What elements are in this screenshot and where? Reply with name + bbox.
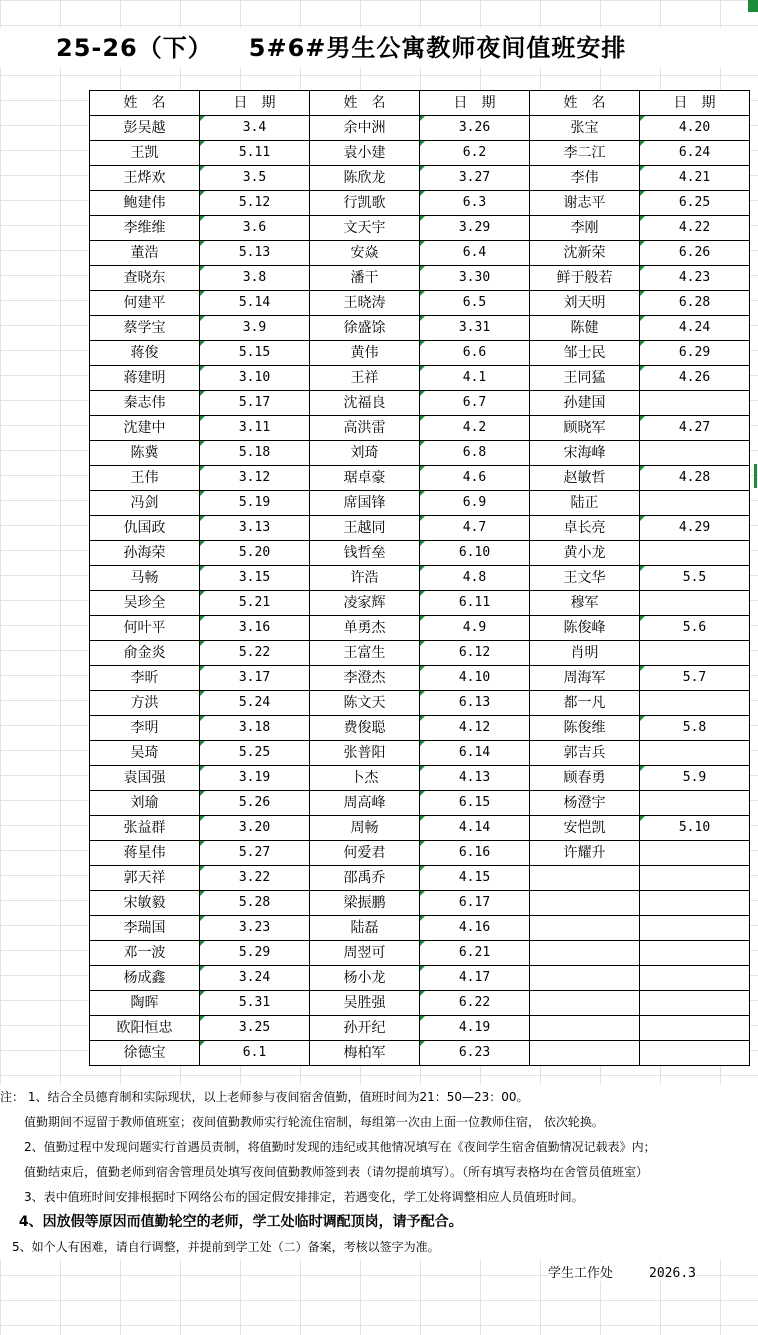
date-cell[interactable]: 3.15 [200, 566, 310, 591]
name-cell[interactable]: 王越同 [310, 516, 420, 541]
name-cell[interactable]: 王祥 [310, 366, 420, 391]
date-cell[interactable] [640, 841, 750, 866]
note-line-emphasis: 4、因放假等原因而值勤轮空的老师，学工处临时调配顶岗，请予配合。 [0, 1214, 463, 1230]
date-cell[interactable]: 6.7 [420, 391, 530, 416]
date-cell[interactable]: 5.15 [200, 341, 310, 366]
table-row [90, 441, 750, 466]
name-cell[interactable] [530, 916, 640, 941]
name-cell[interactable]: 孙开纪 [310, 1016, 420, 1041]
table-row [90, 316, 750, 341]
date-cell[interactable]: 5.22 [200, 641, 310, 666]
date-cell[interactable]: 6.23 [420, 1041, 530, 1066]
table-row [90, 1041, 750, 1066]
date-cell[interactable]: 6.25 [640, 191, 750, 216]
name-cell[interactable]: 仇国政 [90, 516, 200, 541]
date-cell[interactable]: 4.19 [420, 1016, 530, 1041]
name-cell[interactable]: 张宝 [530, 116, 640, 141]
name-cell[interactable]: 欧阳恒忠 [90, 1016, 200, 1041]
name-cell[interactable]: 顾晓军 [530, 416, 640, 441]
header-name[interactable]: 姓 名 [310, 91, 420, 116]
date-cell[interactable]: 4.10 [420, 666, 530, 691]
table-row [90, 341, 750, 366]
name-cell[interactable]: 赵敏哲 [530, 466, 640, 491]
name-cell[interactable]: 董浩 [90, 241, 200, 266]
date-cell[interactable]: 5.26 [200, 791, 310, 816]
date-cell[interactable]: 4.22 [640, 216, 750, 241]
name-cell[interactable]: 邵禹乔 [310, 866, 420, 891]
name-cell[interactable]: 高洪雷 [310, 416, 420, 441]
duty-table [89, 90, 750, 1066]
date-cell[interactable]: 5.18 [200, 441, 310, 466]
header-date[interactable]: 日 期 [420, 91, 530, 116]
table-row [90, 716, 750, 741]
date-cell[interactable]: 4.24 [640, 316, 750, 341]
table-row [90, 991, 750, 1016]
date-cell[interactable] [640, 541, 750, 566]
name-cell[interactable]: 陆正 [530, 491, 640, 516]
note-line: 3、表中值班时间安排根据时下网络公布的国定假安排排定，若遇变化，学工处将调整相应人员值班时间。 [0, 1190, 584, 1204]
date-cell[interactable]: 3.19 [200, 766, 310, 791]
date-cell[interactable]: 4.29 [640, 516, 750, 541]
date-cell[interactable]: 5.14 [200, 291, 310, 316]
name-cell[interactable]: 吴琦 [90, 741, 200, 766]
date-cell[interactable] [640, 866, 750, 891]
date-cell[interactable]: 5.8 [640, 716, 750, 741]
date-cell[interactable]: 6.16 [420, 841, 530, 866]
date-cell[interactable]: 6.8 [420, 441, 530, 466]
date-cell[interactable]: 3.11 [200, 416, 310, 441]
table-row [90, 766, 750, 791]
date-cell[interactable] [640, 741, 750, 766]
table-row [90, 941, 750, 966]
date-cell[interactable]: 6.4 [420, 241, 530, 266]
date-cell[interactable] [640, 591, 750, 616]
name-cell[interactable]: 陈欣龙 [310, 166, 420, 191]
date-cell[interactable]: 3.8 [200, 266, 310, 291]
date-cell[interactable]: 6.2 [420, 141, 530, 166]
table-row [90, 641, 750, 666]
name-cell[interactable]: 吴胜强 [310, 991, 420, 1016]
name-cell[interactable]: 李澄杰 [310, 666, 420, 691]
table-row [90, 266, 750, 291]
date-cell[interactable]: 4.13 [420, 766, 530, 791]
date-cell[interactable]: 4.28 [640, 466, 750, 491]
date-cell[interactable]: 6.29 [640, 341, 750, 366]
table-row [90, 191, 750, 216]
date-cell[interactable]: 6.1 [200, 1041, 310, 1066]
name-cell[interactable]: 穆军 [530, 591, 640, 616]
name-cell[interactable]: 李瑞国 [90, 916, 200, 941]
name-cell[interactable]: 冯剑 [90, 491, 200, 516]
name-cell[interactable]: 顾春勇 [530, 766, 640, 791]
name-cell[interactable]: 何建平 [90, 291, 200, 316]
name-cell[interactable]: 何爱君 [310, 841, 420, 866]
date-cell[interactable]: 4.23 [640, 266, 750, 291]
name-cell[interactable]: 卓长亮 [530, 516, 640, 541]
table-row [90, 616, 750, 641]
date-cell[interactable]: 5.27 [200, 841, 310, 866]
name-cell[interactable]: 宋海峰 [530, 441, 640, 466]
date-cell[interactable] [640, 966, 750, 991]
title-term: 25-26（下） [56, 34, 213, 62]
table-row [90, 216, 750, 241]
name-cell[interactable]: 郭吉兵 [530, 741, 640, 766]
name-cell[interactable]: 张益群 [90, 816, 200, 841]
name-cell[interactable]: 郭天祥 [90, 866, 200, 891]
table-row [90, 791, 750, 816]
corner-marker [748, 0, 758, 12]
name-cell[interactable]: 陶晖 [90, 991, 200, 1016]
name-cell[interactable]: 黄伟 [310, 341, 420, 366]
table-row [90, 891, 750, 916]
name-cell[interactable]: 杨成鑫 [90, 966, 200, 991]
table-row [90, 116, 750, 141]
date-cell[interactable]: 3.13 [200, 516, 310, 541]
table-row [90, 866, 750, 891]
table-row [90, 666, 750, 691]
name-cell[interactable]: 文天宇 [310, 216, 420, 241]
table-row [90, 741, 750, 766]
date-cell[interactable]: 6.5 [420, 291, 530, 316]
date-cell[interactable] [640, 791, 750, 816]
date-cell[interactable]: 5.25 [200, 741, 310, 766]
date-cell[interactable]: 5.12 [200, 191, 310, 216]
name-cell[interactable]: 王富生 [310, 641, 420, 666]
date-cell[interactable]: 4.20 [640, 116, 750, 141]
date-cell[interactable] [640, 1041, 750, 1066]
date-cell[interactable]: 5.19 [200, 491, 310, 516]
name-cell[interactable]: 方洪 [90, 691, 200, 716]
table-row [90, 241, 750, 266]
date-cell[interactable]: 4.1 [420, 366, 530, 391]
name-cell[interactable]: 鲍建伟 [90, 191, 200, 216]
name-cell[interactable]: 许耀升 [530, 841, 640, 866]
header-name[interactable]: 姓 名 [90, 91, 200, 116]
table-row [90, 841, 750, 866]
date-cell[interactable]: 3.10 [200, 366, 310, 391]
name-cell[interactable] [530, 941, 640, 966]
name-cell[interactable]: 彭吴越 [90, 116, 200, 141]
name-cell[interactable] [530, 966, 640, 991]
date-cell[interactable] [640, 916, 750, 941]
date-cell[interactable]: 3.25 [200, 1016, 310, 1041]
date-cell[interactable]: 6.9 [420, 491, 530, 516]
date-cell[interactable]: 3.30 [420, 266, 530, 291]
name-cell[interactable] [530, 1041, 640, 1066]
table-row [90, 691, 750, 716]
name-cell[interactable]: 李昕 [90, 666, 200, 691]
notes-section [0, 1085, 758, 1260]
name-cell[interactable]: 陆磊 [310, 916, 420, 941]
date-cell[interactable]: 3.26 [420, 116, 530, 141]
date-cell[interactable]: 6.12 [420, 641, 530, 666]
date-cell[interactable]: 5.20 [200, 541, 310, 566]
date-cell[interactable]: 4.26 [640, 366, 750, 391]
table-row [90, 466, 750, 491]
date-cell[interactable]: 4.7 [420, 516, 530, 541]
name-cell[interactable]: 琚卓豪 [310, 466, 420, 491]
note-line: 值勤结束后，值勤老师到宿舍管理员处填写夜间值勤教师签到表（请勿提前填写）。（所有填写表格均在舍管员值班室） [0, 1165, 649, 1179]
name-cell[interactable]: 王烨欢 [90, 166, 200, 191]
name-cell[interactable]: 李明 [90, 716, 200, 741]
name-cell[interactable]: 蒋建明 [90, 366, 200, 391]
selection-marker [754, 464, 757, 488]
name-cell[interactable] [530, 991, 640, 1016]
name-cell[interactable]: 秦志伟 [90, 391, 200, 416]
date-cell[interactable]: 3.6 [200, 216, 310, 241]
date-cell[interactable]: 3.22 [200, 866, 310, 891]
name-cell[interactable]: 蒋俊 [90, 341, 200, 366]
name-cell[interactable]: 王文华 [530, 566, 640, 591]
date-cell[interactable]: 3.27 [420, 166, 530, 191]
name-cell[interactable]: 徐德宝 [90, 1041, 200, 1066]
name-cell[interactable] [530, 1016, 640, 1041]
name-cell[interactable]: 王凯 [90, 141, 200, 166]
name-cell[interactable]: 李二江 [530, 141, 640, 166]
date-cell[interactable]: 6.3 [420, 191, 530, 216]
date-cell[interactable]: 4.21 [640, 166, 750, 191]
date-cell[interactable]: 4.15 [420, 866, 530, 891]
date-cell[interactable]: 3.5 [200, 166, 310, 191]
table-row [90, 566, 750, 591]
date-cell[interactable]: 4.16 [420, 916, 530, 941]
date-cell[interactable]: 6.24 [640, 141, 750, 166]
date-cell[interactable]: 3.24 [200, 966, 310, 991]
name-cell[interactable]: 李伟 [530, 166, 640, 191]
table-row [90, 491, 750, 516]
date-cell[interactable]: 3.9 [200, 316, 310, 341]
name-cell[interactable]: 徐盛馀 [310, 316, 420, 341]
name-cell[interactable]: 袁小建 [310, 141, 420, 166]
name-cell[interactable]: 吴珍全 [90, 591, 200, 616]
name-cell[interactable]: 余中洲 [310, 116, 420, 141]
date-cell[interactable]: 3.17 [200, 666, 310, 691]
name-cell[interactable]: 沈新荣 [530, 241, 640, 266]
name-cell[interactable]: 孙建国 [530, 391, 640, 416]
date-cell[interactable]: 4.12 [420, 716, 530, 741]
name-cell[interactable]: 陈文天 [310, 691, 420, 716]
name-cell[interactable]: 周翌可 [310, 941, 420, 966]
name-cell[interactable]: 邹士民 [530, 341, 640, 366]
name-cell[interactable]: 蒋星伟 [90, 841, 200, 866]
date-cell[interactable] [640, 1016, 750, 1041]
name-cell[interactable]: 潘干 [310, 266, 420, 291]
name-cell[interactable]: 何叶平 [90, 616, 200, 641]
date-cell[interactable]: 6.22 [420, 991, 530, 1016]
name-cell[interactable]: 李维维 [90, 216, 200, 241]
name-cell[interactable] [530, 866, 640, 891]
name-cell[interactable]: 周海军 [530, 666, 640, 691]
name-cell[interactable]: 单勇杰 [310, 616, 420, 641]
name-cell[interactable]: 费俊聪 [310, 716, 420, 741]
date-cell[interactable]: 3.4 [200, 116, 310, 141]
table-row [90, 416, 750, 441]
table-row [90, 541, 750, 566]
table-row [90, 141, 750, 166]
name-cell[interactable]: 黄小龙 [530, 541, 640, 566]
name-cell[interactable] [530, 891, 640, 916]
name-cell[interactable]: 梁振鹏 [310, 891, 420, 916]
date-cell[interactable] [640, 441, 750, 466]
name-cell[interactable]: 王同猛 [530, 366, 640, 391]
name-cell[interactable]: 邓一波 [90, 941, 200, 966]
name-cell[interactable]: 陈冀 [90, 441, 200, 466]
title-main: 5#6#男生公寓教师夜间值班安排 [248, 34, 627, 62]
date-cell[interactable]: 6.14 [420, 741, 530, 766]
date-cell[interactable]: 4.6 [420, 466, 530, 491]
date-cell[interactable]: 4.2 [420, 416, 530, 441]
date-cell[interactable]: 3.12 [200, 466, 310, 491]
note-line: 5、如个人有困难，请自行调整，并提前到学工处（二）备案，考核以签字为准。 [0, 1240, 440, 1254]
name-cell[interactable]: 刘天明 [530, 291, 640, 316]
date-cell[interactable]: 6.11 [420, 591, 530, 616]
header-name[interactable]: 姓 名 [530, 91, 640, 116]
header-date[interactable]: 日 期 [640, 91, 750, 116]
page-title [0, 28, 758, 68]
footer-date: 2026.3 [649, 1266, 696, 1281]
header-date[interactable]: 日 期 [200, 91, 310, 116]
date-cell[interactable]: 5.10 [640, 816, 750, 841]
name-cell[interactable]: 袁国强 [90, 766, 200, 791]
date-cell[interactable]: 5.13 [200, 241, 310, 266]
date-cell[interactable]: 6.10 [420, 541, 530, 566]
name-cell[interactable]: 安恺凯 [530, 816, 640, 841]
date-cell[interactable]: 6.28 [640, 291, 750, 316]
date-cell[interactable]: 4.9 [420, 616, 530, 641]
name-cell[interactable]: 俞金炎 [90, 641, 200, 666]
name-cell[interactable]: 蔡学宝 [90, 316, 200, 341]
name-cell[interactable]: 孙海荣 [90, 541, 200, 566]
date-cell[interactable]: 5.24 [200, 691, 310, 716]
name-cell[interactable]: 陈俊峰 [530, 616, 640, 641]
date-cell[interactable]: 5.5 [640, 566, 750, 591]
table-row [90, 1016, 750, 1041]
name-cell[interactable]: 陈俊维 [530, 716, 640, 741]
date-cell[interactable]: 6.13 [420, 691, 530, 716]
date-cell[interactable]: 6.26 [640, 241, 750, 266]
note-line: 注： 1、结合全员德育制和实际现状，以上老师参与夜间宿舍值勤，值班时间为21：50—23：00。 [0, 1090, 529, 1104]
date-cell[interactable]: 6.6 [420, 341, 530, 366]
date-cell[interactable]: 3.16 [200, 616, 310, 641]
date-cell[interactable]: 5.29 [200, 941, 310, 966]
date-cell[interactable] [640, 491, 750, 516]
date-cell[interactable]: 5.17 [200, 391, 310, 416]
note-line: 值勤期间不逗留于教师值班室；夜间值勤教师实行轮流住宿制，每组第一次由上面一位教师住宿， 依次轮换。 [0, 1115, 604, 1129]
date-cell[interactable] [640, 891, 750, 916]
name-cell[interactable]: 许浩 [310, 566, 420, 591]
date-cell[interactable]: 4.17 [420, 966, 530, 991]
name-cell[interactable]: 李刚 [530, 216, 640, 241]
name-cell[interactable]: 陈健 [530, 316, 640, 341]
name-cell[interactable]: 席国锋 [310, 491, 420, 516]
date-cell[interactable]: 4.8 [420, 566, 530, 591]
table-row [90, 516, 750, 541]
table-row [90, 391, 750, 416]
date-cell[interactable]: 3.29 [420, 216, 530, 241]
date-cell[interactable]: 5.11 [200, 141, 310, 166]
date-cell[interactable] [640, 391, 750, 416]
date-cell[interactable]: 3.20 [200, 816, 310, 841]
name-cell[interactable]: 杨澄宇 [530, 791, 640, 816]
date-cell[interactable]: 5.31 [200, 991, 310, 1016]
name-cell[interactable]: 王晓涛 [310, 291, 420, 316]
date-cell[interactable]: 4.27 [640, 416, 750, 441]
date-cell[interactable]: 5.6 [640, 616, 750, 641]
table-row [90, 366, 750, 391]
name-cell[interactable]: 凌家辉 [310, 591, 420, 616]
name-cell[interactable]: 谢志平 [530, 191, 640, 216]
name-cell[interactable]: 都一凡 [530, 691, 640, 716]
name-cell[interactable]: 行凯歌 [310, 191, 420, 216]
name-cell[interactable]: 刘琦 [310, 441, 420, 466]
footer-dept: 学生工作处 [548, 1266, 614, 1281]
date-cell[interactable] [640, 691, 750, 716]
name-cell[interactable]: 杨小龙 [310, 966, 420, 991]
date-cell[interactable]: 5.28 [200, 891, 310, 916]
date-cell[interactable]: 5.9 [640, 766, 750, 791]
name-cell[interactable]: 钱哲垒 [310, 541, 420, 566]
name-cell[interactable]: 宋敏毅 [90, 891, 200, 916]
name-cell[interactable]: 周高峰 [310, 791, 420, 816]
note-line: 2、值勤过程中发现问题实行首遇员责制，将值勤时发现的违纪或其他情况填写在《夜间学生宿舍值勤情况记载表》内； [0, 1140, 656, 1154]
date-cell[interactable]: 4.14 [420, 816, 530, 841]
name-cell[interactable]: 鲜于般若 [530, 266, 640, 291]
date-cell[interactable]: 5.21 [200, 591, 310, 616]
date-cell[interactable]: 3.23 [200, 916, 310, 941]
date-cell[interactable]: 3.18 [200, 716, 310, 741]
table-row [90, 591, 750, 616]
name-cell[interactable]: 王伟 [90, 466, 200, 491]
date-cell[interactable] [640, 991, 750, 1016]
name-cell[interactable]: 周畅 [310, 816, 420, 841]
table-row [90, 166, 750, 191]
date-cell[interactable]: 6.15 [420, 791, 530, 816]
name-cell[interactable]: 肖明 [530, 641, 640, 666]
date-cell[interactable]: 6.21 [420, 941, 530, 966]
table-row [90, 966, 750, 991]
date-cell[interactable]: 5.7 [640, 666, 750, 691]
name-cell[interactable]: 沈建中 [90, 416, 200, 441]
table-row [90, 291, 750, 316]
date-cell[interactable] [640, 941, 750, 966]
name-cell[interactable]: 梅柏军 [310, 1041, 420, 1066]
name-cell[interactable]: 卜杰 [310, 766, 420, 791]
date-cell[interactable]: 6.17 [420, 891, 530, 916]
table-row [90, 816, 750, 841]
name-cell[interactable]: 安焱 [310, 241, 420, 266]
table-header-row [90, 91, 750, 116]
date-cell[interactable]: 3.31 [420, 316, 530, 341]
name-cell[interactable]: 刘瑜 [90, 791, 200, 816]
name-cell[interactable]: 马畅 [90, 566, 200, 591]
date-cell[interactable] [640, 641, 750, 666]
name-cell[interactable]: 沈福良 [310, 391, 420, 416]
name-cell[interactable]: 张普阳 [310, 741, 420, 766]
name-cell[interactable]: 查晓东 [90, 266, 200, 291]
table-row [90, 916, 750, 941]
footer [548, 1262, 696, 1281]
